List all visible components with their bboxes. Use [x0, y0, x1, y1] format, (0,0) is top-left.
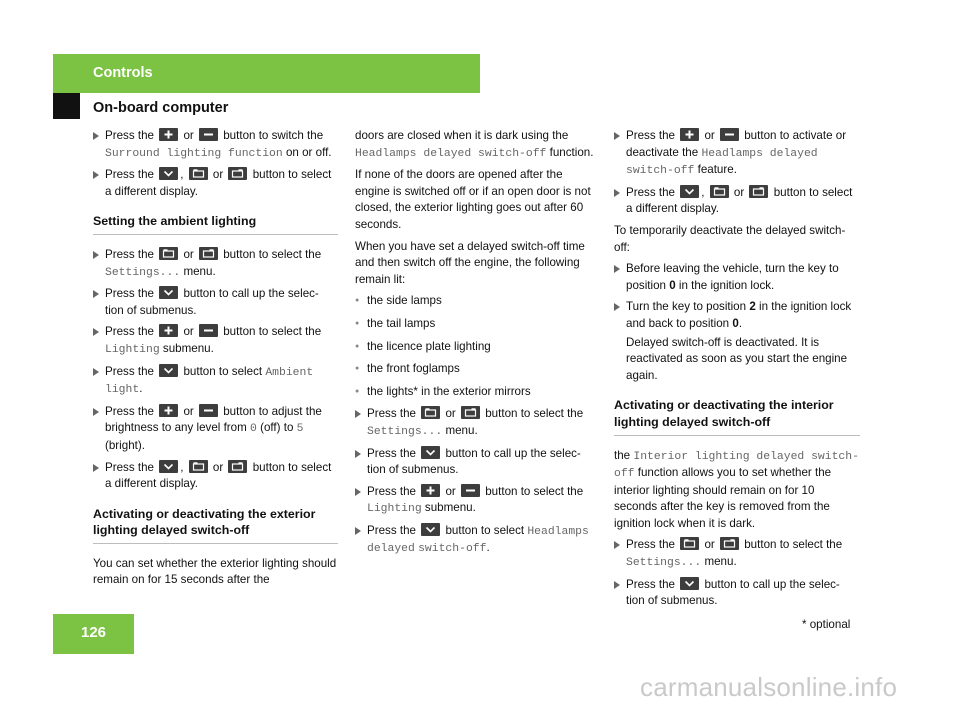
step-adjust-brightness: Press the or button to adjust the brightness to any level from 0 (off) to 5 (bright). — [93, 404, 338, 455]
minus-key-icon — [720, 128, 739, 141]
reset-checkmark-key-icon — [159, 460, 178, 473]
minus-key-icon — [461, 484, 480, 497]
if-none-text: If none of the doors are opened after the engine is switched off or if an open door is not closed, the exterior lighting goes out after 60 seconds. — [355, 168, 591, 231]
step-select-lighting: Press the or button to select the Lighting submenu. — [93, 324, 338, 358]
next-display-key-icon — [710, 185, 729, 198]
doors-closed-text: doors are closed when it is dark using the Headlamps delayed switch-off function. — [355, 129, 594, 160]
lamp-item: ● the front foglamps — [355, 361, 600, 378]
prev-display-key-icon — [461, 406, 480, 419]
lamp-item: ● the lights* in the exterior mirrors — [355, 384, 600, 401]
step-open-settings: Press the or button to select the Settings... menu. — [93, 247, 338, 281]
page-number-box — [53, 614, 134, 654]
reset-checkmark-key-icon — [680, 577, 699, 590]
reset-checkmark-key-icon — [159, 364, 178, 377]
page-number: 126 — [80, 624, 107, 641]
section-ambient-heading: Setting the ambient lighting — [93, 213, 338, 235]
minus-key-icon — [199, 128, 218, 141]
plus-key-icon — [159, 324, 178, 337]
reset-checkmark-key-icon — [680, 185, 699, 198]
step-switch-surround: Press the or button to switch the Surround lighting function on or off. — [93, 128, 338, 162]
next-display-key-icon — [680, 537, 699, 550]
page-title: On-board computer — [93, 100, 229, 116]
plus-key-icon — [421, 484, 440, 497]
step-call-submenus: Press the button to call up the selec- tion of submenus. — [93, 286, 338, 319]
minus-key-icon — [199, 404, 218, 417]
temporarily-text: To temporarily deactivate the delayed switch-off: — [614, 223, 846, 254]
step-before-leaving: Before leaving the vehicle, turn the key to position 0 in the ignition lock. — [614, 261, 860, 294]
section-interior-heading: Activating or deactivating the interior lighting delayed switch-off — [614, 397, 860, 435]
section-exterior-heading: Activating or deactivating the exterior lighting delayed switch-off — [93, 506, 338, 544]
step-open-settings-3: Press the or button to select the Settings... menu. — [614, 537, 860, 571]
column-2 — [355, 128, 600, 563]
interior-intro: the Interior lighting delayed switch- off function allows you to set whether the interior lighting should remain on for 10 seconds after the key is removed from the ignition lock when it is dark. — [614, 448, 859, 530]
reset-checkmark-key-icon — [421, 523, 440, 536]
prev-display-key-icon — [749, 185, 768, 198]
deactivated-note: Delayed switch-off is deactivated. It is reactivated as soon as you start the engine again. — [626, 335, 848, 382]
column-3 — [614, 128, 860, 615]
lamp-item: ● the tail lamps — [355, 316, 600, 333]
column-1 — [93, 128, 338, 594]
footnote: * optional — [802, 618, 851, 631]
step-call-submenus-2: Press the button to call up the selec- tion of submenus. — [355, 446, 600, 479]
section-title: Controls — [93, 65, 153, 81]
step-call-submenus-3: Press the button to call up the selec- tion of submenus. — [614, 577, 860, 610]
next-display-key-icon — [421, 406, 440, 419]
reset-checkmark-key-icon — [159, 286, 178, 299]
minus-key-icon — [199, 324, 218, 337]
step-toggle-headlamps: Press the or button to activate or deactivate the Headlamps delayed switch-off feature. — [614, 128, 860, 180]
step-select-display: Press the , or button to select a different display. — [93, 167, 338, 200]
lamp-item: ● the side lamps — [355, 293, 600, 310]
header-marker — [53, 93, 80, 119]
next-display-key-icon — [189, 460, 208, 473]
step-turn-key: Turn the key to position 2 in the ignition lock and back to position 0. — [614, 299, 860, 332]
step-open-settings-2: Press the or button to select the Settings... menu. — [355, 406, 600, 440]
watermark: carmanualsonline.info — [640, 672, 898, 702]
plus-key-icon — [159, 404, 178, 417]
prev-display-key-icon — [228, 460, 247, 473]
step-select-display-3: Press the , or button to select a different display. — [614, 185, 860, 218]
step-select-lighting-2: Press the or button to select the Lighting submenu. — [355, 484, 600, 518]
exterior-intro: You can set whether the exterior lighting should remain on for 15 seconds after the — [93, 556, 337, 587]
next-display-key-icon — [159, 247, 178, 260]
plus-key-icon — [680, 128, 699, 141]
reset-checkmark-key-icon — [421, 446, 440, 459]
step-select-headlamps: Press the button to select Headlamps delayed switch-off. — [355, 523, 600, 558]
step-select-display-2: Press the , or button to select a different display. — [93, 460, 338, 493]
prev-display-key-icon — [199, 247, 218, 260]
lamp-item: ● the licence plate lighting — [355, 339, 600, 356]
step-select-ambient: Press the button to select Ambient light. — [93, 364, 338, 399]
reset-checkmark-key-icon — [159, 167, 178, 180]
plus-key-icon — [159, 128, 178, 141]
when-set-text: When you have set a delayed switch-off time and then switch off the engine, the following remain lit: — [355, 239, 585, 286]
prev-display-key-icon — [720, 537, 739, 550]
next-display-key-icon — [189, 167, 208, 180]
prev-display-key-icon — [228, 167, 247, 180]
